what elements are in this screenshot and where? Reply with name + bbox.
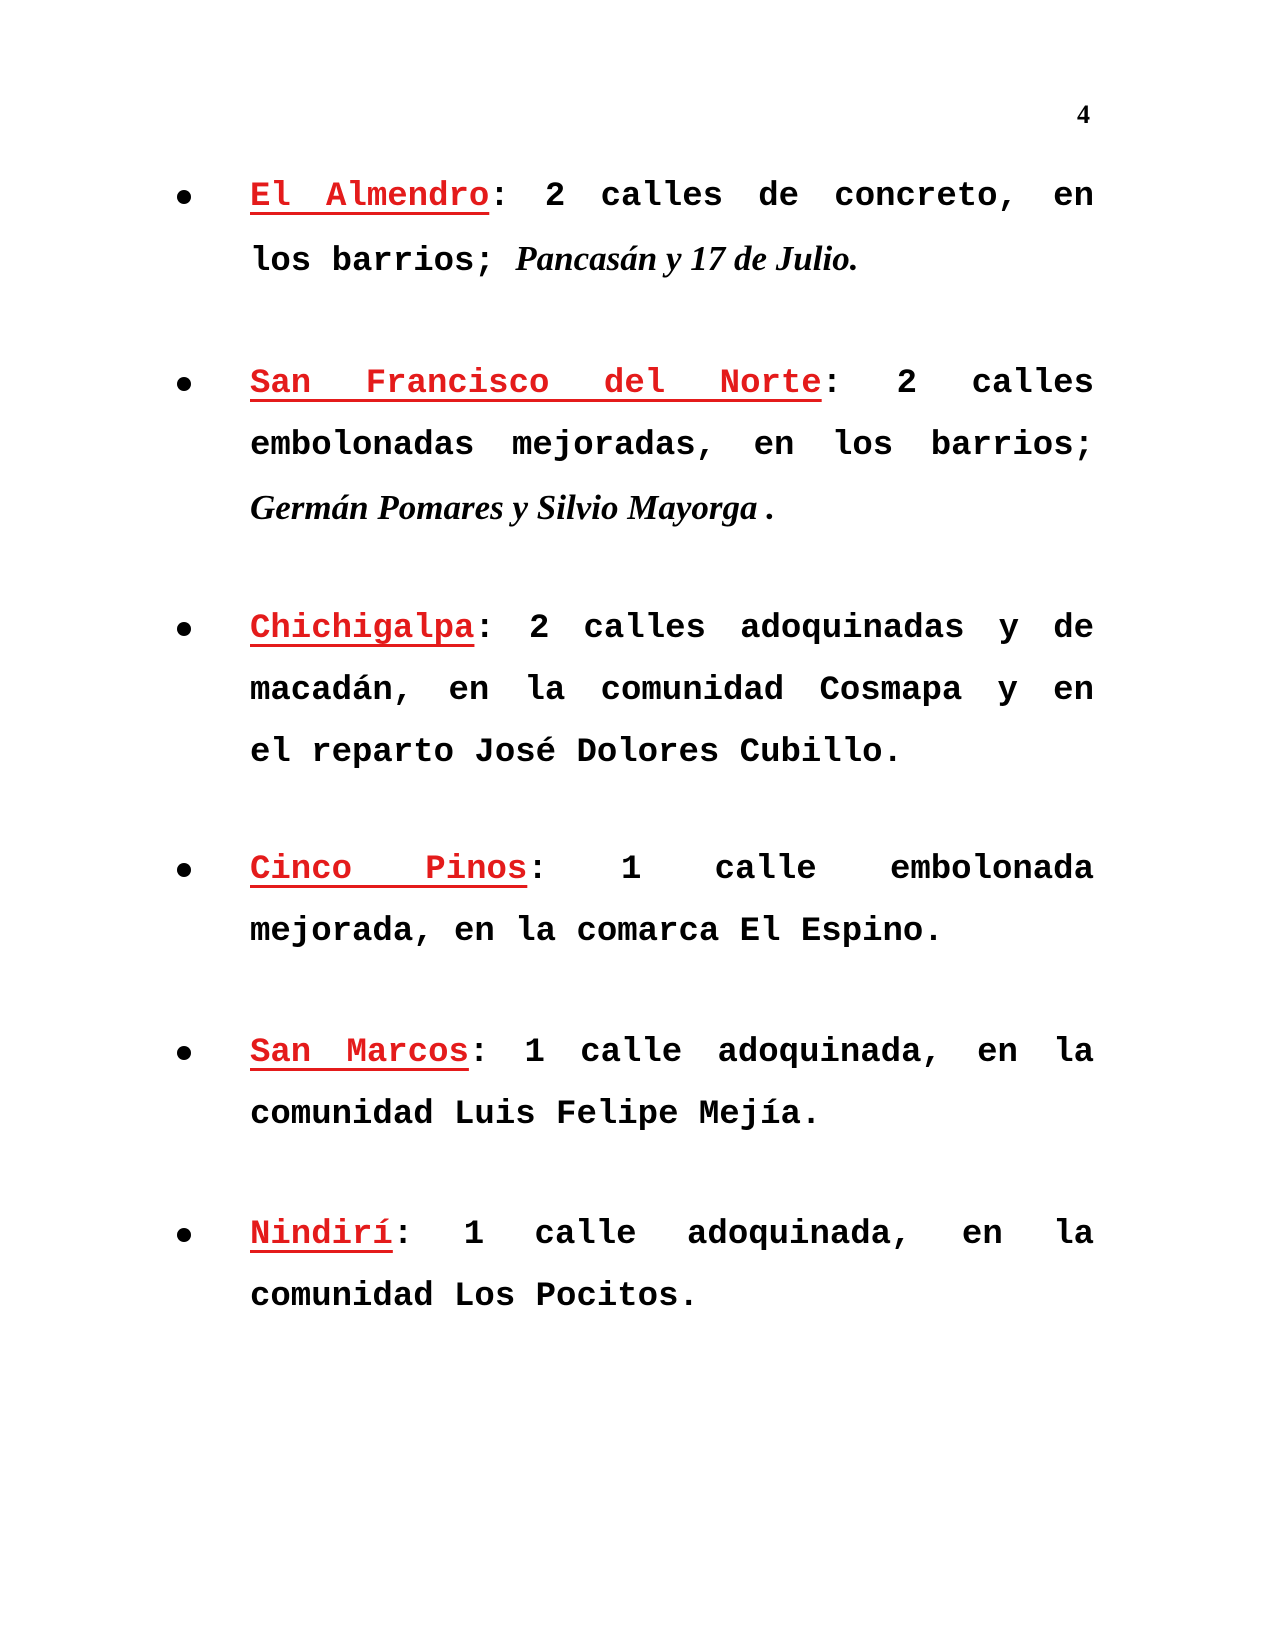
bullet-icon (177, 863, 191, 877)
item-text: comunidad Luis Felipe Mejía. (250, 1096, 822, 1134)
item-line (250, 839, 1094, 901)
item-text: los barrios; (250, 243, 516, 281)
list-item (250, 166, 1094, 290)
list-item (250, 1022, 1094, 1146)
municipality-name: San Francisco del Norte (250, 365, 822, 403)
bullet-icon (177, 190, 191, 204)
item-line (250, 1266, 1094, 1328)
municipality-name: Chichigalpa (250, 610, 475, 648)
list-item (250, 1204, 1094, 1328)
item-text: mejorada, en la comarca El Espino. (250, 913, 944, 951)
bullet-icon (177, 377, 191, 391)
item-line (250, 1084, 1094, 1146)
item-line (250, 660, 1094, 722)
page-number: 4 (1077, 100, 1090, 129)
item-italic-text: Pancasán y 17 de Julio. (515, 239, 859, 278)
item-line (250, 353, 1094, 415)
item-line (250, 415, 1094, 477)
item-text: comunidad Los Pocitos. (250, 1278, 699, 1316)
item-text: : 1 calle adoquinada, en la (468, 1034, 1094, 1072)
item-text: macadán, en la comunidad Cosmapa y en (250, 672, 1094, 710)
item-text: : 1 calle embolonada (527, 851, 1094, 889)
list-item (250, 353, 1094, 539)
municipality-name: San Marcos (250, 1034, 469, 1072)
bullet-icon (177, 622, 191, 636)
item-line (250, 598, 1094, 660)
item-line (250, 477, 1094, 539)
municipality-name: Cinco Pinos (250, 851, 528, 889)
item-line (250, 1022, 1094, 1084)
item-text: : 1 calle adoquinada, en la (392, 1216, 1094, 1254)
bullet-icon (177, 1228, 191, 1242)
item-line (250, 228, 1094, 290)
item-text: embolonadas mejoradas, en los barrios; (250, 427, 1094, 465)
item-line (250, 166, 1094, 228)
item-text: el reparto José Dolores Cubillo. (250, 734, 903, 772)
item-line (250, 901, 1094, 963)
bullet-icon (177, 1046, 191, 1060)
item-text: : 2 calles adoquinadas y de (474, 610, 1094, 648)
item-text: : 2 calles (821, 365, 1094, 403)
item-text: : 2 calles de concreto, en (489, 178, 1094, 216)
municipality-name: El Almendro (250, 178, 490, 216)
item-italic-text: Germán Pomares y Silvio Mayorga . (250, 488, 775, 527)
item-line (250, 1204, 1094, 1266)
item-line (250, 722, 1094, 784)
municipality-name: Nindirí (250, 1216, 393, 1254)
list-item (250, 839, 1094, 963)
list-item (250, 598, 1094, 784)
